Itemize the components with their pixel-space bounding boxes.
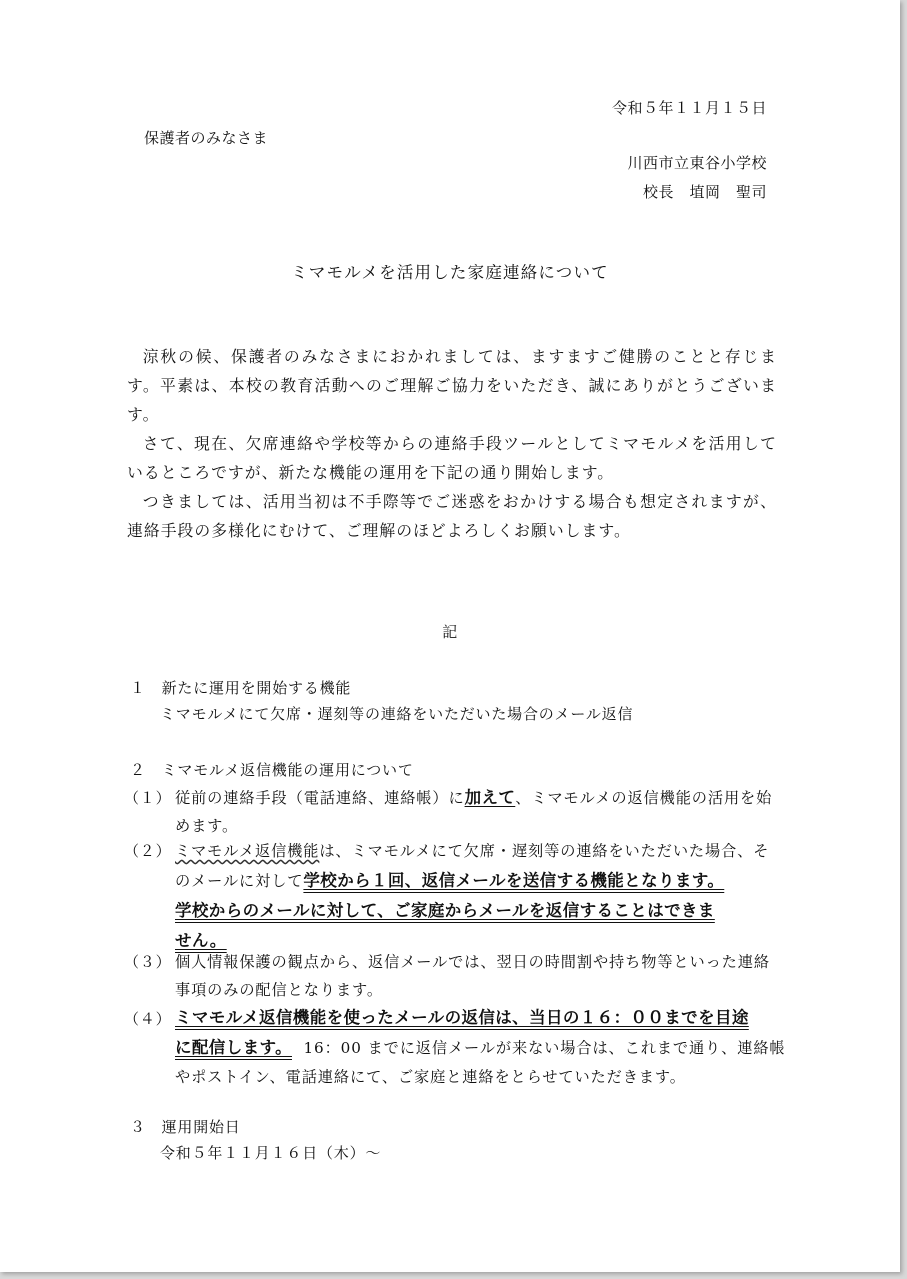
intro-text [127, 342, 777, 545]
item-4-emphasis-2: に配信します。 [175, 1038, 292, 1057]
ki-marker: 記 [442, 623, 458, 641]
item-2-emphasis-1: 学校から１回、返信メールを送信する機能となります。 [303, 871, 725, 890]
item-4-text [175, 1003, 786, 1092]
item-1-line-1a: 従前の連絡手段（電話連絡、連絡帳）に [175, 789, 465, 807]
item-4-line-3: やポストイン、電話連絡にて、ご家庭と連絡をとらせていただきます。 [175, 1068, 686, 1086]
item-1-text [175, 784, 775, 840]
item-4-number: （４） [124, 1010, 172, 1028]
item-2-line-1b: は、ミマモルメにて欠席・遅刻等の連絡をいただいた場合、そ [319, 842, 770, 860]
item-3-text [175, 948, 775, 1004]
item-1-number: （１） [124, 789, 172, 807]
item-3-line-2: 事項のみの配信となります。 [175, 981, 383, 999]
issue-date: 令和５年１１月１５日 [611, 99, 767, 117]
item-3-line-1: 個人情報保護の観点から、返信メールでは、翌日の時間割や持ち物等といった連絡 [175, 953, 770, 971]
school-name: 川西市立東谷小学校 [627, 154, 767, 172]
intro-paragraph-2: さて、現在、欠席連絡や学校等からの連絡手段ツールとしてミマモルメを活用しているところですが、新たな機能の運用を下記の通り開始します。 [127, 434, 777, 482]
item-2-text [175, 837, 775, 956]
section-2-heading: ２ ミマモルメ返信機能の運用について [130, 761, 414, 779]
item-1-line-1b: 、ミマモルメの返信機能の活用を始 [515, 789, 773, 807]
section-1-body: ミマモルメにて欠席・遅刻等の連絡をいただいた場合のメール返信 [160, 705, 634, 723]
principal-name: 校長 埴岡 聖司 [642, 183, 767, 201]
section-3-body: 令和５年１１月１６日（木）～ [160, 1144, 382, 1162]
item-1-emphasis: 加えて [464, 788, 516, 807]
section-3-heading: ３ 運用開始日 [130, 1118, 241, 1136]
intro-paragraph-3: つきましては、活用当初は不手際等でご迷惑をおかけする場合も想定されますが、連絡手段の多様化にむけて、ご理解のほどよろしくお願いします。 [127, 492, 777, 540]
item-2-emphasis-3: せん。 [175, 931, 227, 950]
section-1-heading: １ 新たに運用を開始する機能 [130, 679, 352, 697]
item-2-line-2a: のメールに対して [175, 872, 304, 890]
recipient: 保護者のみなさま [144, 129, 269, 147]
item-4-emphasis-1: ミマモルメ返信機能を使ったメールの返信は、当日の１６：００までを目途 [175, 1008, 749, 1027]
item-4-line-2-rest: 16：00 までに返信メールが来ない場合は、これまで通り、連絡帳 [303, 1039, 786, 1057]
item-1-line-2: めます。 [175, 817, 239, 835]
item-2-emphasis-2: 学校からのメールに対して、ご家庭からメールを返信することはできま [175, 901, 715, 920]
intro-paragraph-1: 涼秋の候、保護者のみなさまにおかれましては、ますますご健勝のことと存じます。平素は、本校の教育活動へのご理解ご協力をいただき、誠にありがとうございます。 [127, 347, 777, 424]
item-2-line-1a: ミマモルメ返信機能 [175, 842, 320, 860]
document-title: ミマモルメを活用した家庭連絡について [291, 263, 609, 282]
item-2-number: （２） [124, 842, 172, 860]
item-3-number: （３） [124, 953, 172, 971]
